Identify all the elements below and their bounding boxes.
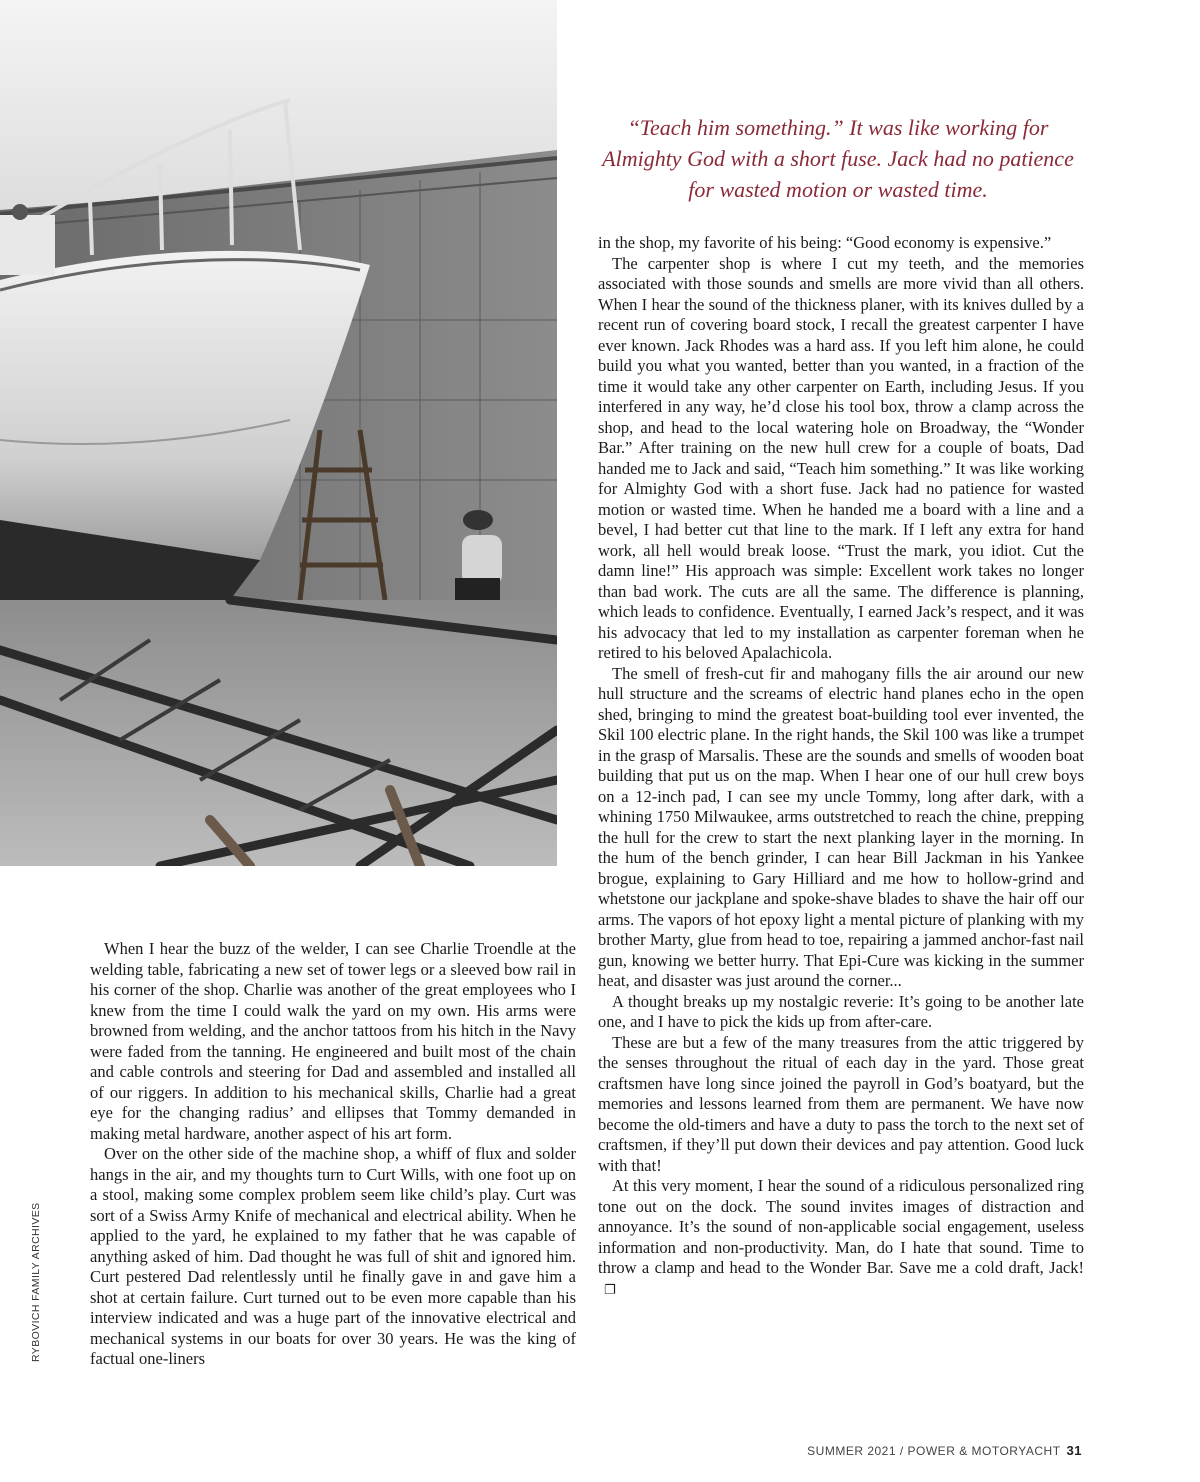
page-footer [807, 1443, 1082, 1458]
page-number: 31 [1066, 1443, 1082, 1458]
paragraph: A thought breaks up my nostalgic reverie: It’s going to be another late one, and I have to pick the kids up from after-care. [598, 991, 1084, 1031]
paragraph-continued: in the shop, my favorite of his being: “Good economy is expensive.” [598, 233, 1052, 252]
end-of-story-box-icon: ❐ [604, 1282, 616, 1298]
paragraph: When I hear the buzz of the welder, I can see Charlie Troendle at the welding table, fabricating a new set of tower legs or a sleeved bow rail in his corner of the shop. Charlie was another of the great employees who I knew from the time I could walk the yard on my own. His arms were browned from welding, and the anchor tattoos from his hitch in the Navy were faded from the tanning. He engineered and built most of the chain and cable controls and steering for Dad and assembled and installed all of our riggers. In addition to his mechanical skills, Charlie had a great eye for the changing radius’ and ellipses that Tommy demanded in making metal hardware, another aspect of his art form. [90, 939, 576, 1143]
article-column-left [90, 939, 576, 1370]
issue-name: SUMMER 2021 / POWER & MOTORYACHT [807, 1444, 1061, 1458]
paragraph-final [598, 1176, 1084, 1301]
paragraph: The carpenter shop is where I cut my teeth, and the memories associated with those sounds and smells are more vivid than all others. When I hear the sound of the thickness planer, with its knives dulled by a recent run of covering board stock, I recall the greatest carpenter I have ever known. Jack Rhodes was a hard ass. If you left him alone, he could build you what you wanted, better than you wanted, in a fraction of the time it would take any other carpenter on Earth, including Jesus. If you interfered in any way, he’d close his tool box, throw a clamp across the shop, and head to the local watering hole on Broadway, the “Wonder Bar.” After training on the new hull crew for a couple of boats, Dad handed me to Jack and said, “Teach him something.” It was like working for Almighty God with a short fuse. Jack had no patience for wasted motion or wasted time. When he handed me a board with a line and a bevel, I had better cut that line to the mark. If I left any extra for hand work, all hell would break loose. “Trust the mark, you idiot. Cut the damn line!” His approach was simple: Excellent work takes no longer than bad work. The cuts are all the same. The difference is planning, which leads to confidence. Eventually, I earned Jack’s respect, and it was his advocacy that led to my installation as carpenter foreman when he retired to his beloved Apalachicola. [598, 253, 1084, 662]
paragraph: The smell of fresh-cut fir and mahogany fills the air around our new hull structure and the screams of electric hand planes echo in the open shed, bringing to mind the greatest boat-building tool ever invented, the Skil 100 electric plane. In the right hands, the Skil 100 was like a trumpet in the grasp of Marsalis. These are the sounds and smells of wooden boat building that put us on the map. When I hear one of our hull crew boys on a 12-inch pad, I can see my uncle Tommy, long after dark, with a whining 1750 Milwaukee, arms outstretched to reach the chine, prepping the hull for the crew to start the next planking layer in the morning. In the hum of the bench grinder, I can hear Bill Jackman in his Yankee brogue, explaining to Gary Hilliard and me how to hollow-grind and whetstone our jackplane and spoke-shave blades to shave the hair off our arms. The vapors of hot epoxy light a mental picture of planking with my brother Marty, glue from head to toe, repairing a jammed anchor-fast nail gun, knowing we better hurry. That Epi-Cure was kicking in the summer heat, and disaster was just around the corner... [598, 663, 1084, 990]
paragraph-final-text: At this very moment, I hear the sound of a ridiculous personalized ring tone out on the dock. The sound invites images of distraction and annoyance. It’s the sound of non-applicable social engagement, useless information and non-productivity. Man, do I hate that sound. Time to throw a clamp and head to the Wonder Bar. Save me a cold draft, Jack! [598, 1176, 1084, 1277]
article-column-right [598, 233, 1084, 1301]
article-photo [0, 0, 557, 866]
paragraph: Over on the other side of the machine shop, a whiff of flux and solder hangs in the air, and my thoughts turn to Curt Wills, with one foot up on a stool, making some complex problem seem like child’s play. Curt was sort of a Swiss Army Knife of mechanical and electrical ability. When he applied to the yard, he explained to my father that he was capable of anything asked of him. Dad thought he was full of shit and ignored him. Curt pestered Dad relentlessly until he finally gave in and gave him a shot at certain failure. Curt turned out to be even more capable than his interview indicated and was a huge part of the innovative electrical and mechanical systems in our boats for over 30 years. He was the king of factual one-liners [90, 1144, 576, 1368]
pull-quote: “Teach him something.” It was like working for Almighty God with a short fuse. Jack had no patience for wasted motion or wasted time. [602, 115, 1074, 202]
paragraph: These are but a few of the many treasures from the attic triggered by the senses throughout the ritual of each day in the yard. Those great craftsmen have long since joined the payroll in God’s boatyard, but the memories and lessons learned from them are permanent. We have now become the old-timers and have a duty to pass the torch to the next set of craftsmen, if they’ll put down their devices and pay attention. Good luck with that! [598, 1032, 1084, 1175]
boat-hull-photo-illustration [0, 0, 557, 866]
photo-credit: RYBOVICH FAMILY ARCHIVES [30, 1202, 42, 1362]
